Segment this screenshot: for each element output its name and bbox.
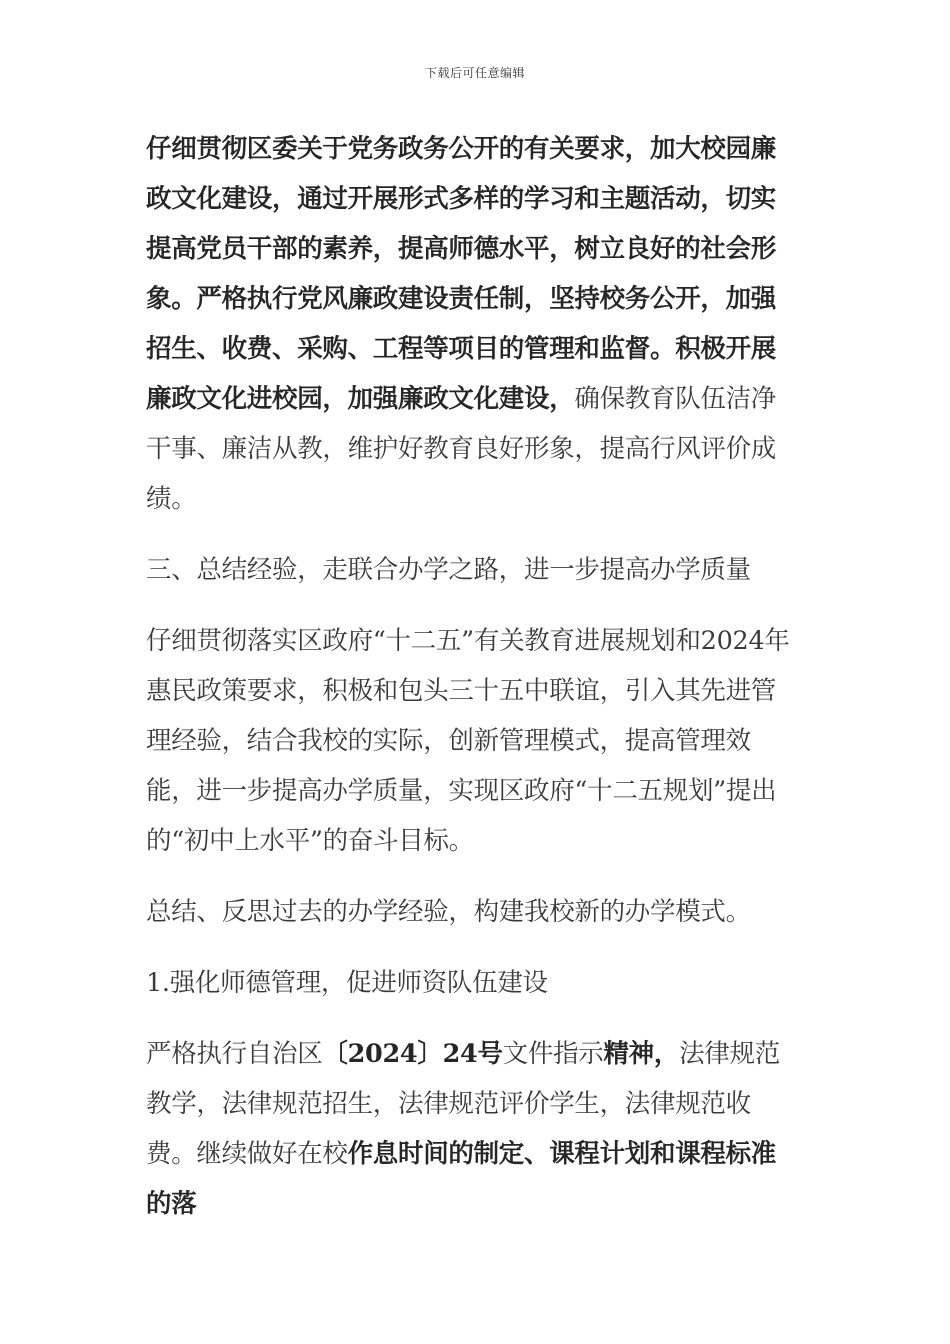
page-header: 下载后可任意编辑: [424, 66, 525, 80]
section-heading-3: 三、总结经验，走联合办学之路，进一步提高办学质量: [146, 555, 751, 585]
paragraph-6-seg-4: 精神，: [603, 1039, 680, 1069]
paragraph-4: 总结、反思过去的办学经验，构建我校新的办学模式。: [146, 897, 751, 927]
paragraph-1-bold: 仔细贯彻区委关于党务政务公开的有关要求，加大校园廉政文化建设，通过开展形式多样的学习和主题活动，切实提高党员干部的素养，提高师德水平，树立良好的社会形象。严格执行党风廉政建设责任制，坚持校务公开，加强招生、收费、采购、工程等项目的管理和监督。积极开展廉政文化进校园，加强廉政文化建设，: [146, 134, 777, 414]
paragraph-1: [146, 124, 796, 524]
paragraph-3: 仔细贯彻落实区政府“十二五”有关教育进展规划和2024年惠民政策要求，积极和包头三十五中联谊，引入其先进管理经验，结合我校的实际，创新管理模式，提高管理效能，进一步提高办学质量，实现区政府“十二五规划”提出的“初中上水平”的奋斗目标。: [146, 626, 790, 856]
paragraph-6: [146, 1029, 796, 1229]
subheading-1: 1.强化师德管理，促进师资队伍建设: [146, 968, 548, 998]
paragraph-6-seg-6: 作息时间的制定、课程计划和课程标准的落: [146, 1139, 777, 1219]
paragraph-1-normal: 确保教育队伍洁净干事、廉洁从教，维护好教育良好形象，提高行风评价成绩。: [146, 384, 777, 514]
paragraph-6-doc-number: 〔2024〕24号: [322, 1039, 503, 1069]
paragraph-6-seg-3: 文件指示: [502, 1039, 604, 1069]
paragraph-6-seg-1: 严格执行自治区: [146, 1039, 323, 1069]
paragraph-6-seg-5: 法律规范教学，法律规范招生，法律规范评价学生，法律规范收费。继续做好在校: [146, 1039, 780, 1169]
document-body: [146, 124, 796, 1229]
